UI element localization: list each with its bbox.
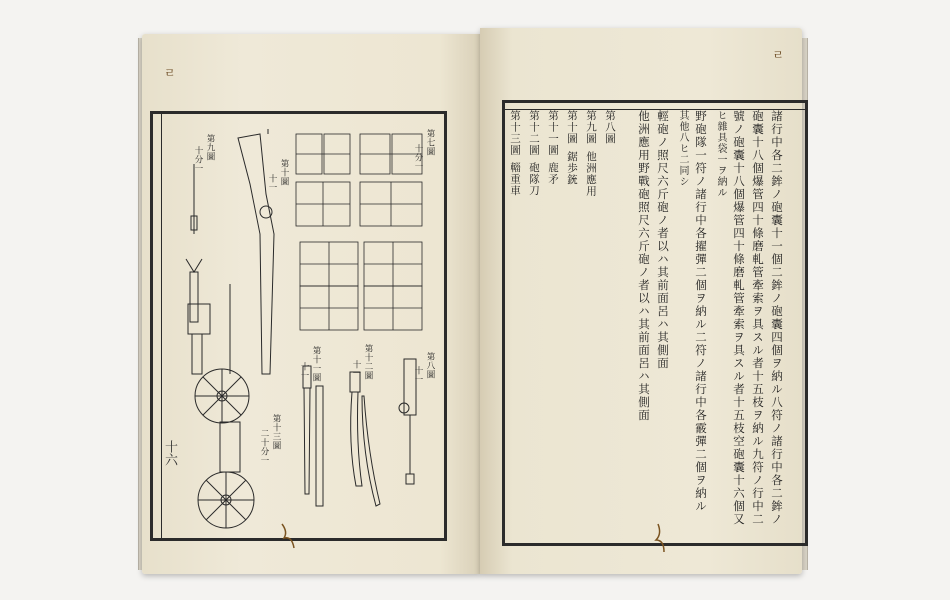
left-stain — [282, 524, 294, 548]
left-folio: 十六 — [162, 440, 177, 466]
fig13-label: 第十三圖 — [271, 414, 281, 450]
fig8-sub: 十一 — [413, 366, 423, 384]
text-column-2: 砲囊十八個爆管四十條磨軋管牽索ヲ具スル者十五枝ヲ納ル九符ノ行中二 — [751, 110, 765, 526]
fig12-sabre-drawing — [350, 372, 380, 506]
text-column-5: 野砲隊一符ノ諸行中各擢彈二個ヲ納ル二符ノ諸行中各霰彈二個ヲ納ル — [694, 110, 708, 513]
text-column-1: 諸行中各二鉾ノ砲囊十一個二鉾ノ砲囊四個ヲ納ル八符ノ諸行中各二鉾ノ — [770, 110, 784, 526]
figure-list-item: 第十一圖 鹿矛 — [547, 110, 559, 185]
fig9-drawing — [186, 164, 210, 374]
fig7-label: 第七圖 — [425, 129, 435, 156]
text-column-7: 輕砲ノ照尺六斤砲ノ者以ハ其前面呂ハ其側面 — [656, 110, 670, 370]
fig9-sub: 十分一 — [193, 146, 203, 173]
left-corner-mark: ㄹ — [164, 66, 176, 80]
fig9-label: 第九圖 — [205, 134, 215, 161]
main-text-block — [635, 110, 786, 530]
fig11-sword-drawing — [303, 366, 323, 506]
text-column-6: 其他八ヒ二同シ — [677, 110, 688, 187]
left-page — [142, 34, 480, 574]
text-column-4: ヒ雜具袋一ヲ納ル — [715, 110, 726, 198]
figure-list — [508, 110, 618, 197]
fig7-ammo-grids — [296, 134, 422, 330]
text-column-3: 號ノ砲囊十八個爆管四十條磨軋管牽索ヲ具スル者十五枝空砲囊十六個又 — [732, 110, 746, 526]
fig11-label: 第十一圖 — [311, 346, 321, 382]
fig13-sub: 二十分一 — [259, 429, 269, 465]
fig10-rifle-drawing — [238, 129, 274, 374]
fig13-carriage-drawing — [195, 284, 254, 528]
figure-list-item: 第十二圖 砲隊刀 — [528, 110, 540, 197]
right-corner-mark: ㄹ — [772, 48, 784, 62]
figure-list-item: 第八圖 — [604, 110, 616, 145]
fig10-label: 第十圖 — [279, 159, 289, 186]
fig8-dagger-drawing — [399, 359, 416, 484]
fig7-sub: 十分一 — [413, 144, 423, 171]
weapon-illustrations — [142, 34, 480, 574]
fig11-sub: 十一 — [299, 362, 309, 380]
fig8-label: 第八圖 — [425, 352, 435, 379]
figure-list-item: 第十圖 鋸歩銃 — [566, 110, 578, 185]
fig10-sub: 十一 — [267, 174, 277, 192]
figure-list-item: 第九圖 他洲應用 — [585, 110, 597, 197]
figure-list-item: 第十三圖 輜重車 — [509, 110, 521, 197]
fig12-sub: 十一 — [351, 360, 361, 378]
open-book — [138, 24, 808, 576]
text-column-8: 他洲應用野戰砲照尺六斤砲ノ者以ハ其前面呂ハ其側面 — [637, 110, 651, 422]
fig12-label: 第十二圖 — [363, 344, 373, 380]
